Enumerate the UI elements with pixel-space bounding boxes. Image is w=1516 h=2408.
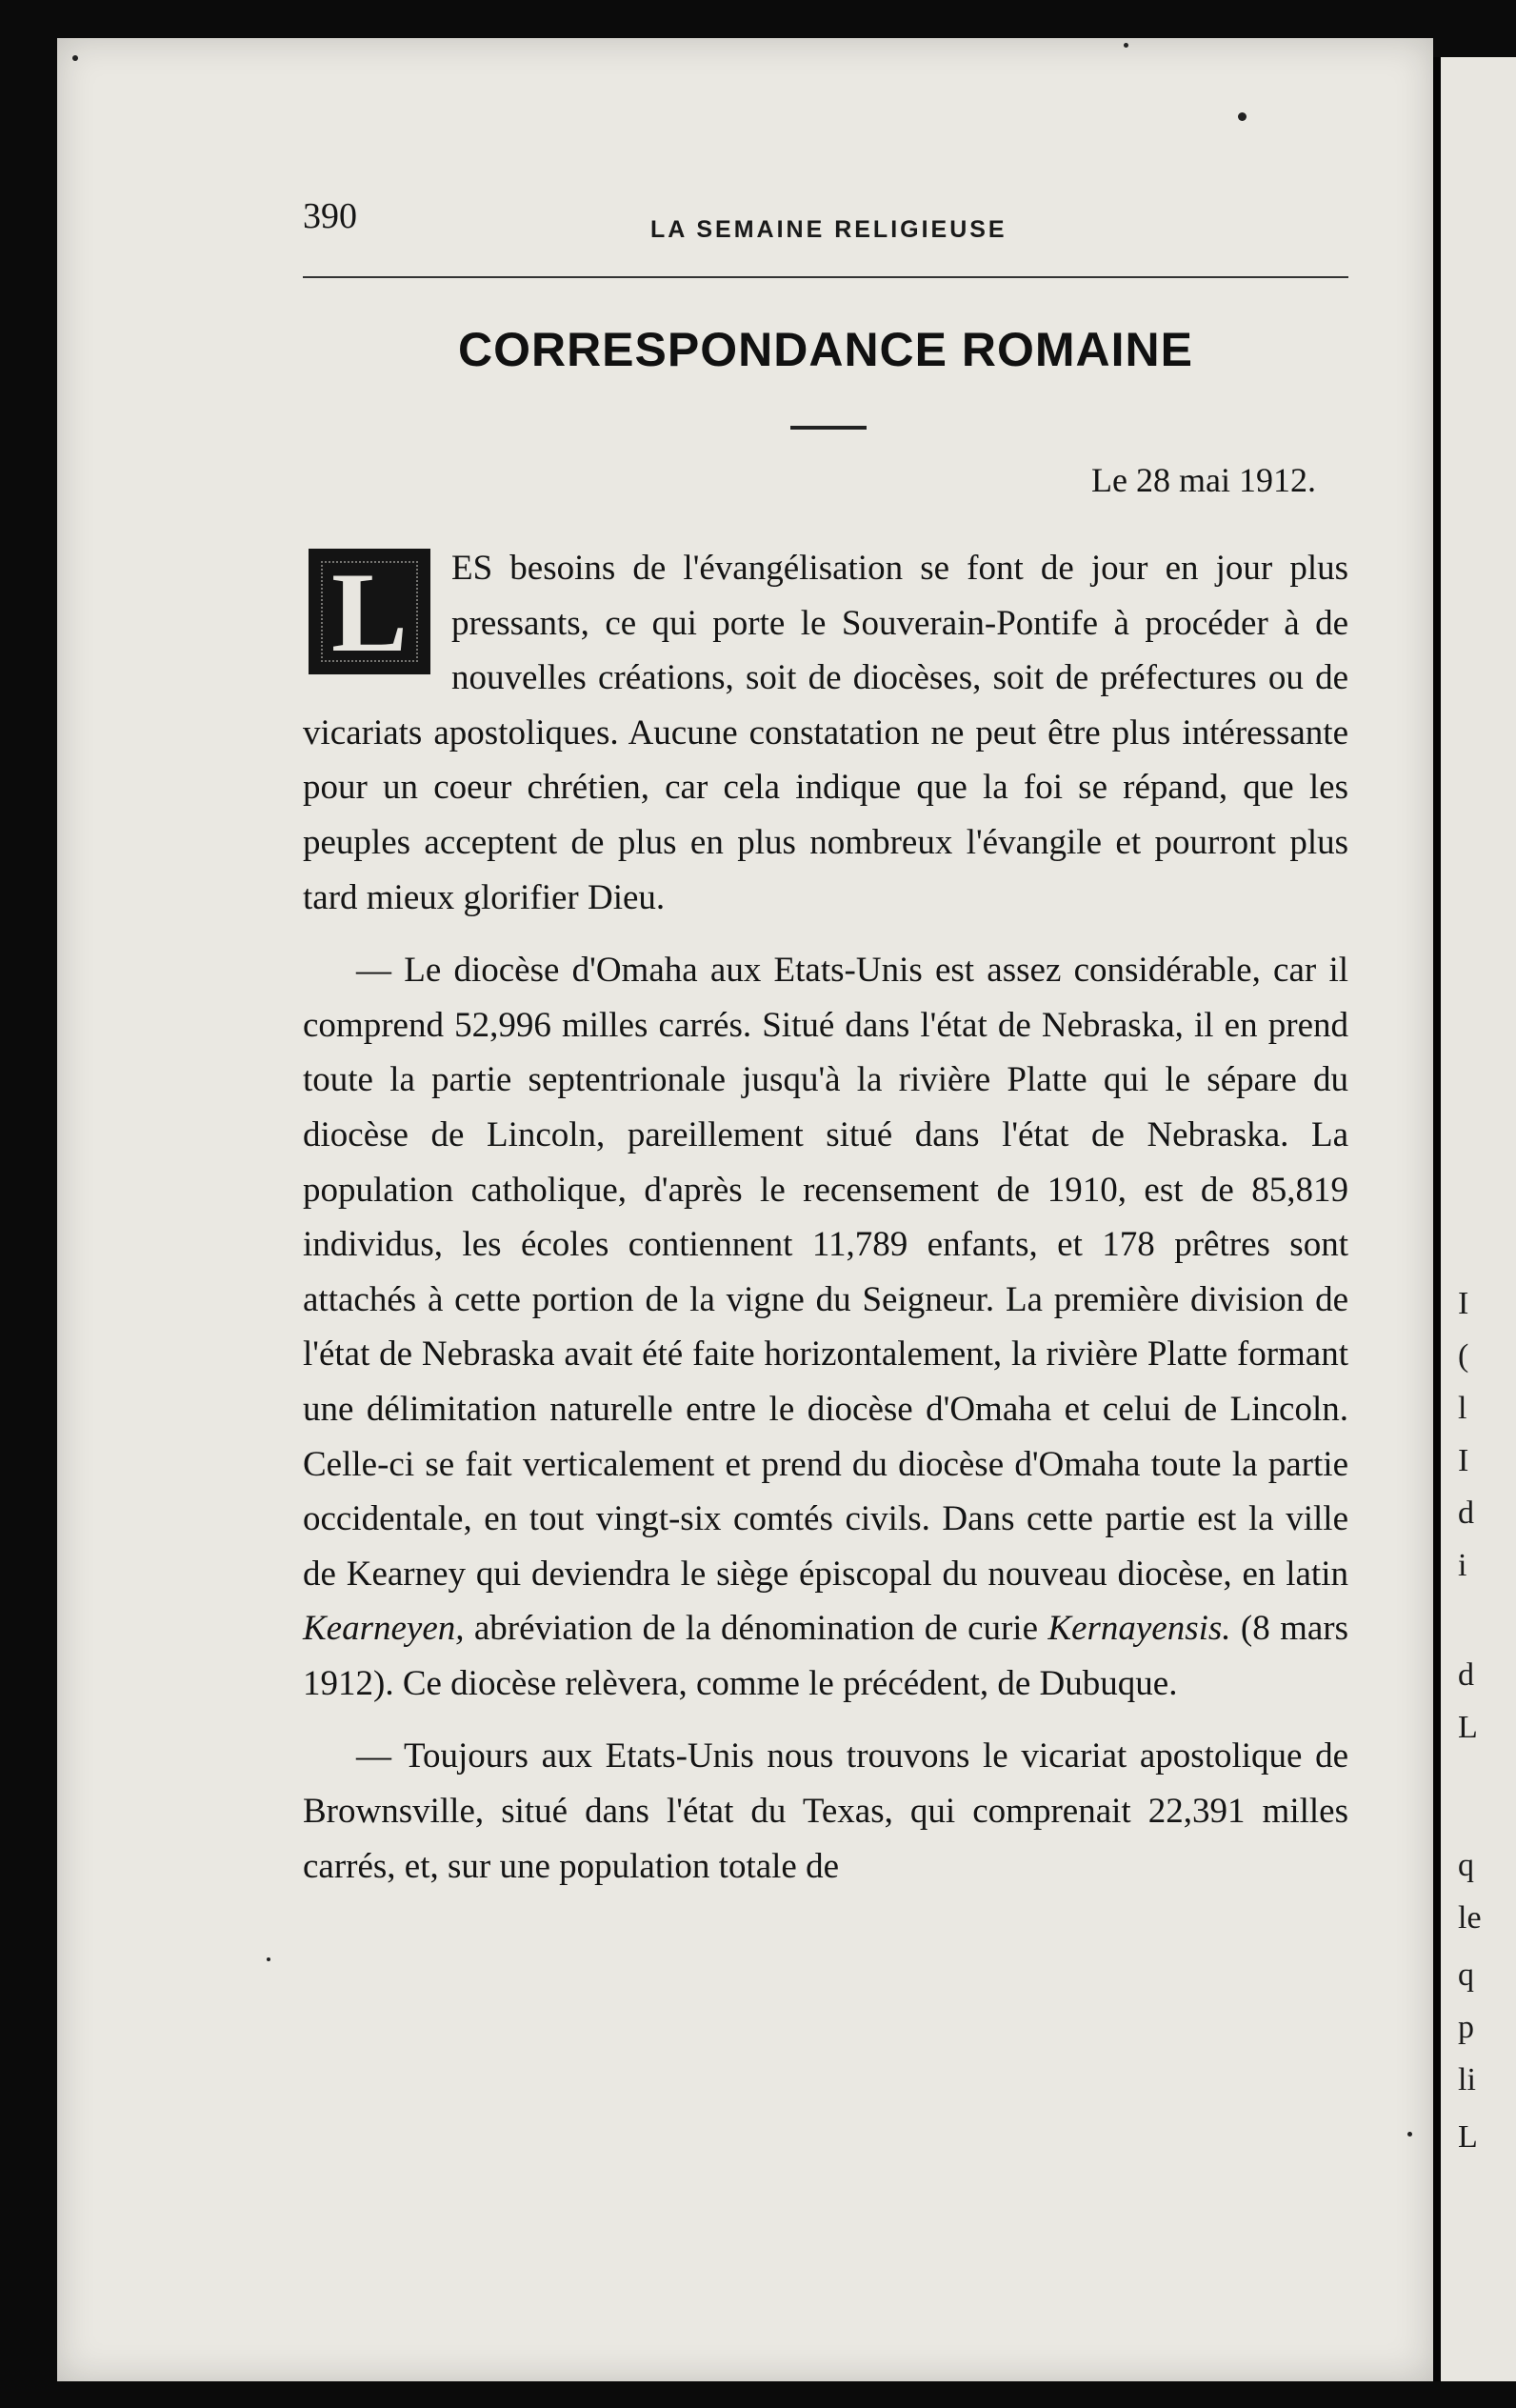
facing-fragment: q xyxy=(1458,1848,1474,1883)
facing-fragment: p xyxy=(1458,2010,1474,2045)
paragraph xyxy=(303,1729,1348,1894)
italic-term: Kernayensis. xyxy=(1047,1609,1231,1649)
facing-fragment: ( xyxy=(1458,1338,1469,1374)
facing-fragment: i xyxy=(1458,1548,1467,1583)
paragraph xyxy=(303,943,1348,1711)
paragraph-text: ES besoins de l'évangélisation se font de jour en jour plus pressants, ce qui porte le Souverain-Pontife à procéder à de nouvelles créations, soit de diocèses, soit de préfectures ou de vicariats apostoliques. Aucune constatation ne peut être plus intéressante pour un coeur chrétien, car cela indique que la foi se répand, que les peuples acceptent de plus en plus nombreux l'évangile et pourront plus tard mieux glorifier Dieu. xyxy=(303,549,1348,917)
running-title: LA SEMAINE RELIGIEUSE xyxy=(650,216,1007,243)
facing-fragment: d xyxy=(1458,1495,1474,1531)
facing-fragment: q xyxy=(1458,1957,1474,1993)
speck xyxy=(1124,43,1128,48)
speck xyxy=(1407,2132,1412,2137)
facing-fragment: d xyxy=(1458,1657,1474,1693)
title-rule xyxy=(790,426,867,430)
speck xyxy=(267,1957,270,1961)
facing-fragment: I xyxy=(1458,1443,1469,1478)
speck xyxy=(72,55,78,61)
facing-fragment: li xyxy=(1458,2062,1476,2097)
ornamental-dropcap xyxy=(309,549,430,674)
facing-fragment: I xyxy=(1458,1286,1469,1321)
dateline: Le 28 mai 1912. xyxy=(1091,461,1316,499)
paragraph-text: — Le diocèse d'Omaha aux Etats-Unis est assez considérable, car il comprend 52,996 milles carrés. Situé dans l'état de Nebraska, il en prend toute la partie septentrionale jusqu'à la rivière Platte qui le sépare du diocèse de Lincoln, pareillement situé dans l'état de Nebraska. La population catholique, d'après le recensement de 1910, est de 85,819 individus, les écoles contiennent 11,789 enfants, et 178 prêtres sont attachés à cette portion de la vigne du Seigneur. La première division de l'état de Nebraska avait été faite horizontalement, la rivière Platte formant une délimitation naturelle entre le diocèse d'Omaha et celui de Lincoln. Celle-ci se fait verticalement et prend du diocèse d'Omaha toute la partie occidentale, en tout vingt-six comtés civils. Dans cette partie est la ville de Kearney qui deviendra le siège épiscopal du nouveau diocèse, en latin xyxy=(303,951,1348,1594)
facing-fragment: L xyxy=(1458,2119,1478,2155)
facing-fragment: le xyxy=(1458,1900,1482,1936)
dropcap-letter: L xyxy=(330,549,409,675)
paragraph-text: abréviation de la dénomination de curie xyxy=(464,1609,1048,1649)
header-rule xyxy=(303,276,1348,278)
speck xyxy=(1238,112,1247,121)
page-number: 390 xyxy=(303,196,357,236)
running-head xyxy=(303,195,1350,252)
italic-term: Kearneyen, xyxy=(303,1609,465,1649)
facing-page-edge xyxy=(1433,57,1516,2381)
paragraph xyxy=(303,541,1348,925)
paragraph-text: (8 mars 1912). Ce diocèse relèvera, comme le précédent, de Dubuque. xyxy=(303,1609,1348,1703)
facing-fragment: L xyxy=(1458,1710,1478,1745)
paragraph-text: — Toujours aux Etats-Unis nous trouvons le vicariat apostolique de Brownsville, situé dans l'état du Texas, qui comprenait 22,391 milles carrés, et, sur une population totale de xyxy=(303,1736,1348,1886)
article-title: CORRESPONDANCE ROMAINE xyxy=(457,323,1194,376)
article-body xyxy=(303,541,1348,1894)
facing-fragment: l xyxy=(1458,1391,1467,1426)
